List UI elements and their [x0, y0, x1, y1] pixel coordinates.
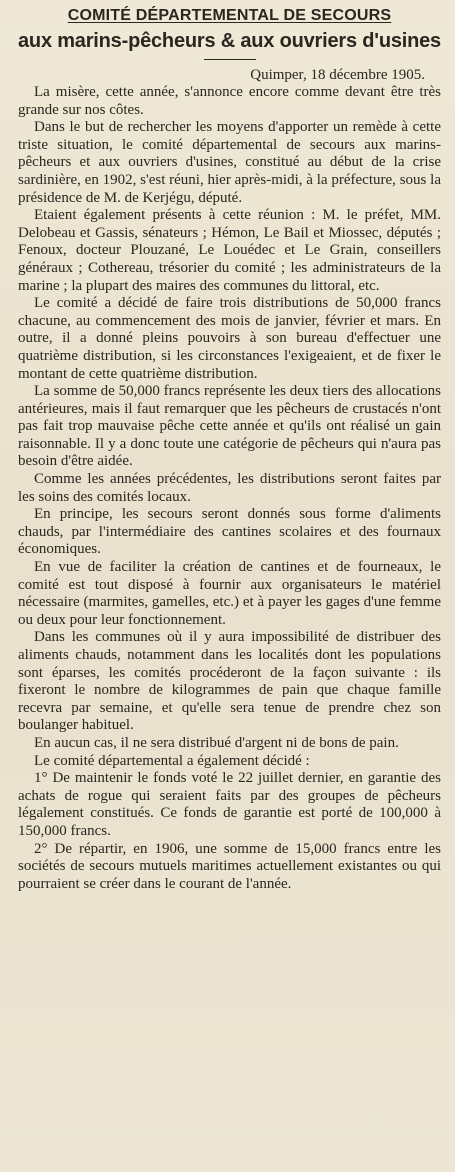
article-body	[18, 84, 441, 893]
article-paragraph: La somme de 50,000 francs représente les deux tiers des allocations antérieures, mais il faut remarquer que les pêcheurs de crustacés n'ont pas fait trop mauvaise pêche cette année et qu'ils ont réalisé un gain raisonnable. Il y a donc toute une catégorie de pêcheurs qui n'aura pas besoin d'être aidée.	[18, 383, 441, 470]
article-paragraph: Dans le but de rechercher les moyens d'apporter un remède à cette triste situation, le comité départemental de secours aux marins-pêcheurs et aux ouvriers d'usines, constitué au début de la crise sardinière, en 1902, s'est réuni, hier après-midi, à la préfecture, sous la présidence de M. de Kerjégu, député.	[18, 119, 441, 206]
article-paragraph: Comme les années précédentes, les distributions seront faites par les soins des comités locaux.	[18, 471, 441, 505]
article-paragraph: La misère, cette année, s'annonce encore comme devant être très grande sur nos côtes.	[18, 84, 441, 118]
article-paragraph: 2° De répartir, en 1906, une somme de 15,000 francs entre les sociétés de secours mutuels maritimes actuellement existantes ou qui pourraient se créer dans le courant de l'année.	[18, 840, 441, 892]
article-paragraph: Etaient également présents à cette réunion : M. le préfet, MM. Delobeau et Gassis, sénateurs ; Hémon, Le Bail et Miossec, députés ; Fenoux, docteur Plouzané, Le Louédec et Le Grain, conseillers généraux ; Cothereau, trésorier du comité ; les administrateurs de la marine ; la plupart des maires des communes du littoral, etc.	[18, 207, 441, 294]
article-paragraph: Dans les communes où il y aura impossibilité de distribuer des aliments chauds, notamment dans les localités dont les populations sont éparses, les comités procéderont de la façon suivante : ils fixeront le nombre de kilogrammes de pain que chaque famille recevra par semaine, et qu'elle sera tenue de prendre chez son boulanger habituel.	[18, 629, 441, 734]
article-paragraph: 1° De maintenir le fonds voté le 22 juillet dernier, en garantie des achats de rogue qui seraient faits par des groupes de pêcheurs légalement constitués. Ce fonds de garantie est porté de 100,000 à 150,000 francs.	[18, 770, 441, 839]
article-paragraph: Le comité départemental a également décidé :	[34, 752, 310, 769]
article-dateline: Quimper, 18 décembre 1905.	[250, 67, 425, 83]
article-paragraph: Le comité a décidé de faire trois distributions de 50,000 francs chacune, au commencement des mois de janvier, février et mars. En outre, il a donné pleins pouvoirs à son bureau d'effectuer une quatrième distribution, si les circonstances l'exigeaient, et de fixer le montant de cette quatrième distribution.	[18, 295, 441, 382]
article-heading-subtitle: aux marins-pêcheurs & aux ouvriers d'usines	[18, 30, 441, 52]
article-paragraph: En principe, les secours seront donnés sous forme d'aliments chauds, par l'intermédiaire des cantines scolaires et des fournaux économiques.	[18, 506, 441, 558]
article-paragraph: En vue de faciliter la création de cantines et de fourneaux, le comité est tout disposé à fournir aux organisateurs le matériel nécessaire (marmites, gamelles, etc.) et à payer les gages d'une femme ou deux pour leur fonctionnement.	[18, 559, 441, 628]
heading-divider	[204, 59, 256, 60]
article-heading-committee: COMITÉ DÉPARTEMENTAL DE SECOURS	[67, 7, 392, 24]
article-paragraph: En aucun cas, il ne sera distribué d'argent ni de bons de pain.	[34, 734, 399, 751]
